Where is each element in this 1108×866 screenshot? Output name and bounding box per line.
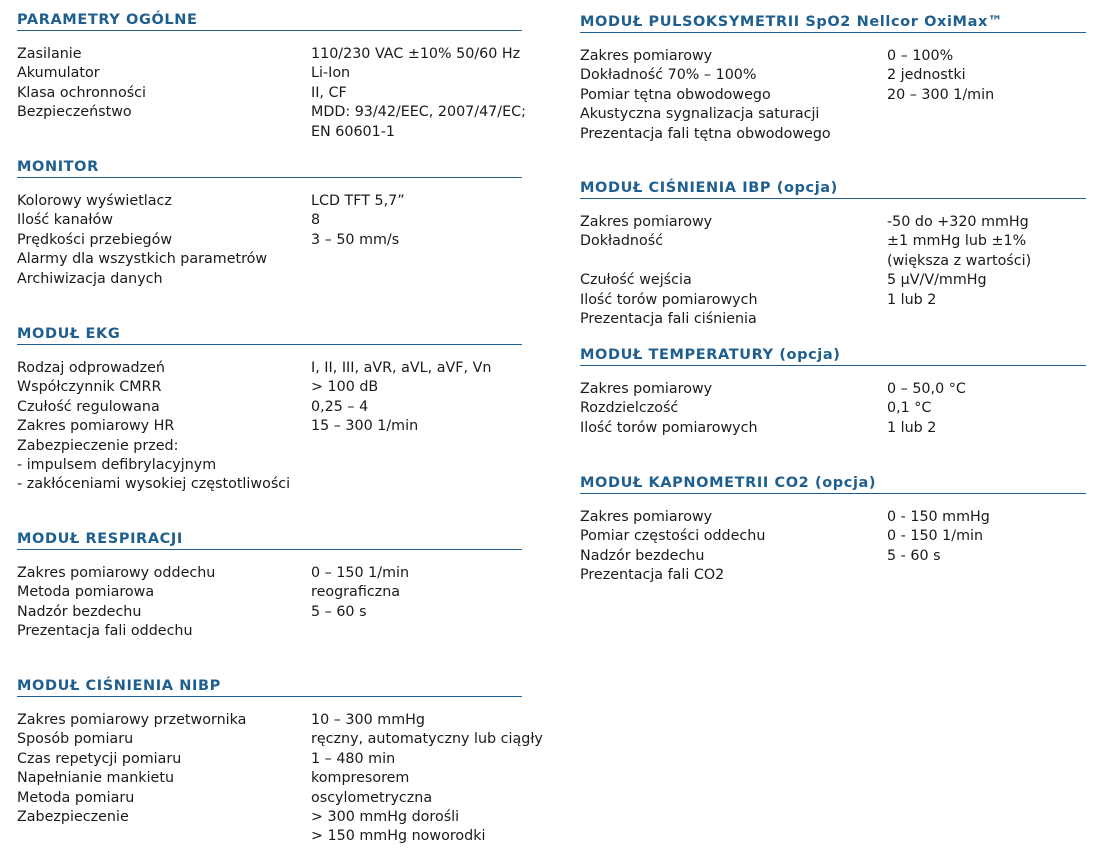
spec-value: (większa z wartości) <box>887 252 1032 269</box>
spec-label <box>580 252 887 271</box>
spec-row <box>17 622 522 641</box>
section-ekg <box>17 326 522 495</box>
section-rows <box>580 213 1086 329</box>
spec-label: Kolorowy wyświetlacz <box>17 193 172 209</box>
section-title: MODUŁ TEMPERATURY (opcja) <box>580 347 1086 366</box>
section-rows <box>580 380 1086 438</box>
spec-label: Archiwizacja danych <box>17 270 163 287</box>
spec-row <box>580 310 1086 329</box>
spec-label: Rozdzielczość <box>580 400 679 417</box>
section-title: MONITOR <box>17 159 522 178</box>
section-rows <box>17 359 522 495</box>
spec-value: 0,1 °C <box>887 400 932 417</box>
spec-row <box>17 270 522 289</box>
spec-row <box>17 359 522 378</box>
spec-row <box>580 213 1086 232</box>
spec-label: Ilość kanałów <box>17 212 113 229</box>
spec-row <box>580 547 1086 566</box>
spec-label: Alarmy dla wszystkich parametrów <box>17 251 268 268</box>
spec-label: Sposób pomiaru <box>17 731 134 748</box>
spec-row <box>17 398 522 417</box>
spec-label: Prezentacja fali ciśnienia <box>580 311 757 328</box>
spec-value: 0 – 100% <box>887 48 954 64</box>
spec-row <box>580 66 1086 85</box>
spec-row <box>17 45 522 64</box>
spec-value: II, CF <box>311 84 347 101</box>
spec-row <box>580 271 1086 290</box>
spec-value: 0 - 150 1/min <box>887 528 984 545</box>
spec-row <box>17 564 522 583</box>
spec-row <box>17 84 522 103</box>
spec-label: Dokładność 70% – 100% <box>580 67 757 84</box>
section-title: MODUŁ PULSOKSYMETRII SpO2 Nellcor OxiMax™ <box>580 14 1086 33</box>
spec-label: Zakres pomiarowy <box>580 214 713 230</box>
spec-row <box>17 827 522 846</box>
spec-label <box>17 123 311 142</box>
spec-value: 3 – 50 mm/s <box>311 231 400 248</box>
spec-row <box>580 291 1086 310</box>
spec-label: Metoda pomiarowa <box>17 584 155 601</box>
spec-label: Rodzaj odprowadzeń <box>17 360 165 376</box>
section-title: MODUŁ EKG <box>17 326 522 345</box>
spec-row <box>17 250 522 269</box>
section-ibp <box>580 180 1086 329</box>
spec-row <box>17 808 522 827</box>
spec-label: Pomiar tętna obwodowego <box>580 86 771 103</box>
spec-row <box>580 105 1086 124</box>
spec-label: Czas repetycji pomiaru <box>17 750 182 767</box>
spec-row <box>580 508 1086 527</box>
spec-label: Nadzór bezdechu <box>580 547 705 564</box>
section-rows <box>17 564 522 642</box>
spec-label: Napełnianie mankietu <box>17 770 175 787</box>
spec-row <box>580 527 1086 546</box>
section-spo2 <box>580 14 1086 144</box>
spec-row <box>17 103 526 122</box>
spec-label: - impulsem defibrylacyjnym <box>17 457 217 474</box>
spec-row <box>580 380 1086 399</box>
spec-value: 5 - 60 s <box>887 547 941 564</box>
spec-row <box>580 47 1086 66</box>
spec-label: Zasilanie <box>17 46 82 62</box>
section-rows <box>580 47 1086 144</box>
spec-label: Dokładność <box>580 233 664 250</box>
spec-row <box>580 566 1086 585</box>
spec-value: -50 do +320 mmHg <box>887 214 1029 230</box>
spec-row <box>580 86 1086 105</box>
spec-value: 2 jednostki <box>887 67 966 84</box>
spec-row <box>17 750 522 769</box>
spec-label: Ilość torów pomiarowych <box>580 419 758 436</box>
spec-label: Prezentacja fali oddechu <box>17 623 193 640</box>
spec-value: LCD TFT 5,7” <box>311 193 405 209</box>
spec-value: kompresorem <box>311 770 410 787</box>
spec-row <box>17 437 522 456</box>
spec-value: 0 – 150 1/min <box>311 565 410 581</box>
spec-label: Zakres pomiarowy oddechu <box>17 565 216 581</box>
spec-row <box>580 419 1086 438</box>
spec-value: 15 – 300 1/min <box>311 418 419 435</box>
spec-label: Zakres pomiarowy HR <box>17 418 175 435</box>
section-rows <box>17 45 526 142</box>
spec-row <box>17 789 522 808</box>
spec-row <box>17 769 522 788</box>
spec-value: 0,25 – 4 <box>311 398 369 415</box>
spec-label: Prezentacja fali CO2 <box>580 567 725 584</box>
spec-label: Zabezpieczenie przed: <box>17 437 179 454</box>
spec-row <box>17 123 522 142</box>
spec-label: Czułość wejścia <box>580 272 692 289</box>
spec-value: MDD: 93/42/EEC, 2007/47/EC; <box>311 104 526 121</box>
spec-value: EN 60601-1 <box>311 123 396 140</box>
spec-label: Klasa ochronności <box>17 84 146 101</box>
spec-label: Akustyczna sygnalizacja saturacji <box>580 106 820 123</box>
spec-row <box>17 456 522 475</box>
spec-row <box>580 232 1086 251</box>
spec-value: 0 - 150 mmHg <box>887 509 990 525</box>
spec-row <box>17 583 522 602</box>
spec-value: 1 lub 2 <box>887 291 937 308</box>
section-temperature <box>580 347 1086 438</box>
spec-row <box>17 711 522 730</box>
section-capnometry <box>580 475 1086 586</box>
section-title: MODUŁ CIŚNIENIA IBP (opcja) <box>580 180 1086 199</box>
spec-label: Nadzór bezdechu <box>17 603 142 620</box>
spec-row <box>17 378 522 397</box>
spec-row <box>580 125 1086 144</box>
spec-row <box>17 603 522 622</box>
spec-label: Prędkości przebiegów <box>17 231 173 248</box>
spec-label: Metoda pomiaru <box>17 789 135 806</box>
spec-label: Zakres pomiarowy <box>580 381 713 397</box>
spec-value: ręczny, automatyczny lub ciągły <box>311 731 543 748</box>
section-rows <box>580 508 1086 586</box>
spec-row <box>17 192 522 211</box>
section-respiration <box>17 531 522 642</box>
section-title: PARAMETRY OGÓLNE <box>17 12 522 31</box>
spec-value: 20 – 300 1/min <box>887 86 995 103</box>
section-title: MODUŁ CIŚNIENIA NIBP <box>17 678 522 697</box>
spec-row <box>580 252 1086 271</box>
spec-label: Zakres pomiarowy <box>580 509 713 525</box>
spec-label: Zakres pomiarowy przetwornika <box>17 712 247 728</box>
spec-value: > 300 mmHg dorośli <box>311 809 460 826</box>
spec-label: Pomiar częstości oddechu <box>580 528 766 545</box>
section-nibp <box>17 678 543 847</box>
spec-row <box>17 211 522 230</box>
spec-label: - zakłóceniami wysokiej częstotliwości <box>17 476 291 493</box>
spec-value: I, II, III, aVR, aVL, aVF, Vn <box>311 360 492 376</box>
section-title: MODUŁ KAPNOMETRII CO2 (opcja) <box>580 475 1086 494</box>
spec-value: ±1 mmHg lub ±1% <box>887 233 1027 250</box>
spec-row <box>580 399 1086 418</box>
section-monitor <box>17 159 522 289</box>
spec-value: 0 – 50,0 °C <box>887 381 966 397</box>
spec-value: > 100 dB <box>311 379 379 396</box>
spec-row <box>17 417 522 436</box>
spec-label: Akumulator <box>17 65 100 82</box>
spec-value: > 150 mmHg noworodki <box>311 828 486 845</box>
spec-value: 1 lub 2 <box>887 419 937 436</box>
section-general <box>17 12 526 142</box>
spec-label: Ilość torów pomiarowych <box>580 291 758 308</box>
spec-value: 10 – 300 mmHg <box>311 712 425 728</box>
section-title: MODUŁ RESPIRACJI <box>17 531 522 550</box>
section-rows <box>17 711 543 847</box>
spec-value: 1 – 480 min <box>311 750 396 767</box>
spec-value: 110/230 VAC ±10% 50/60 Hz <box>311 46 521 62</box>
section-rows <box>17 192 522 289</box>
spec-label: Prezentacja fali tętna obwodowego <box>580 125 831 142</box>
spec-row <box>17 730 543 749</box>
spec-row <box>17 231 522 250</box>
spec-label <box>17 827 311 846</box>
spec-label: Bezpieczeństwo <box>17 104 132 121</box>
spec-value: Li-Ion <box>311 65 351 82</box>
spec-row <box>17 475 522 494</box>
spec-value: 5 μV/V/mmHg <box>887 272 987 289</box>
spec-value: 8 <box>311 212 321 229</box>
spec-label: Zakres pomiarowy <box>580 48 713 64</box>
spec-value: reograficzna <box>311 584 401 601</box>
spec-label: Zabezpieczenie <box>17 809 129 826</box>
spec-label: Czułość regulowana <box>17 398 160 415</box>
spec-value: oscylometryczna <box>311 789 433 806</box>
spec-row <box>17 64 522 83</box>
spec-label: Współczynnik CMRR <box>17 379 162 396</box>
spec-value: 5 – 60 s <box>311 603 367 620</box>
